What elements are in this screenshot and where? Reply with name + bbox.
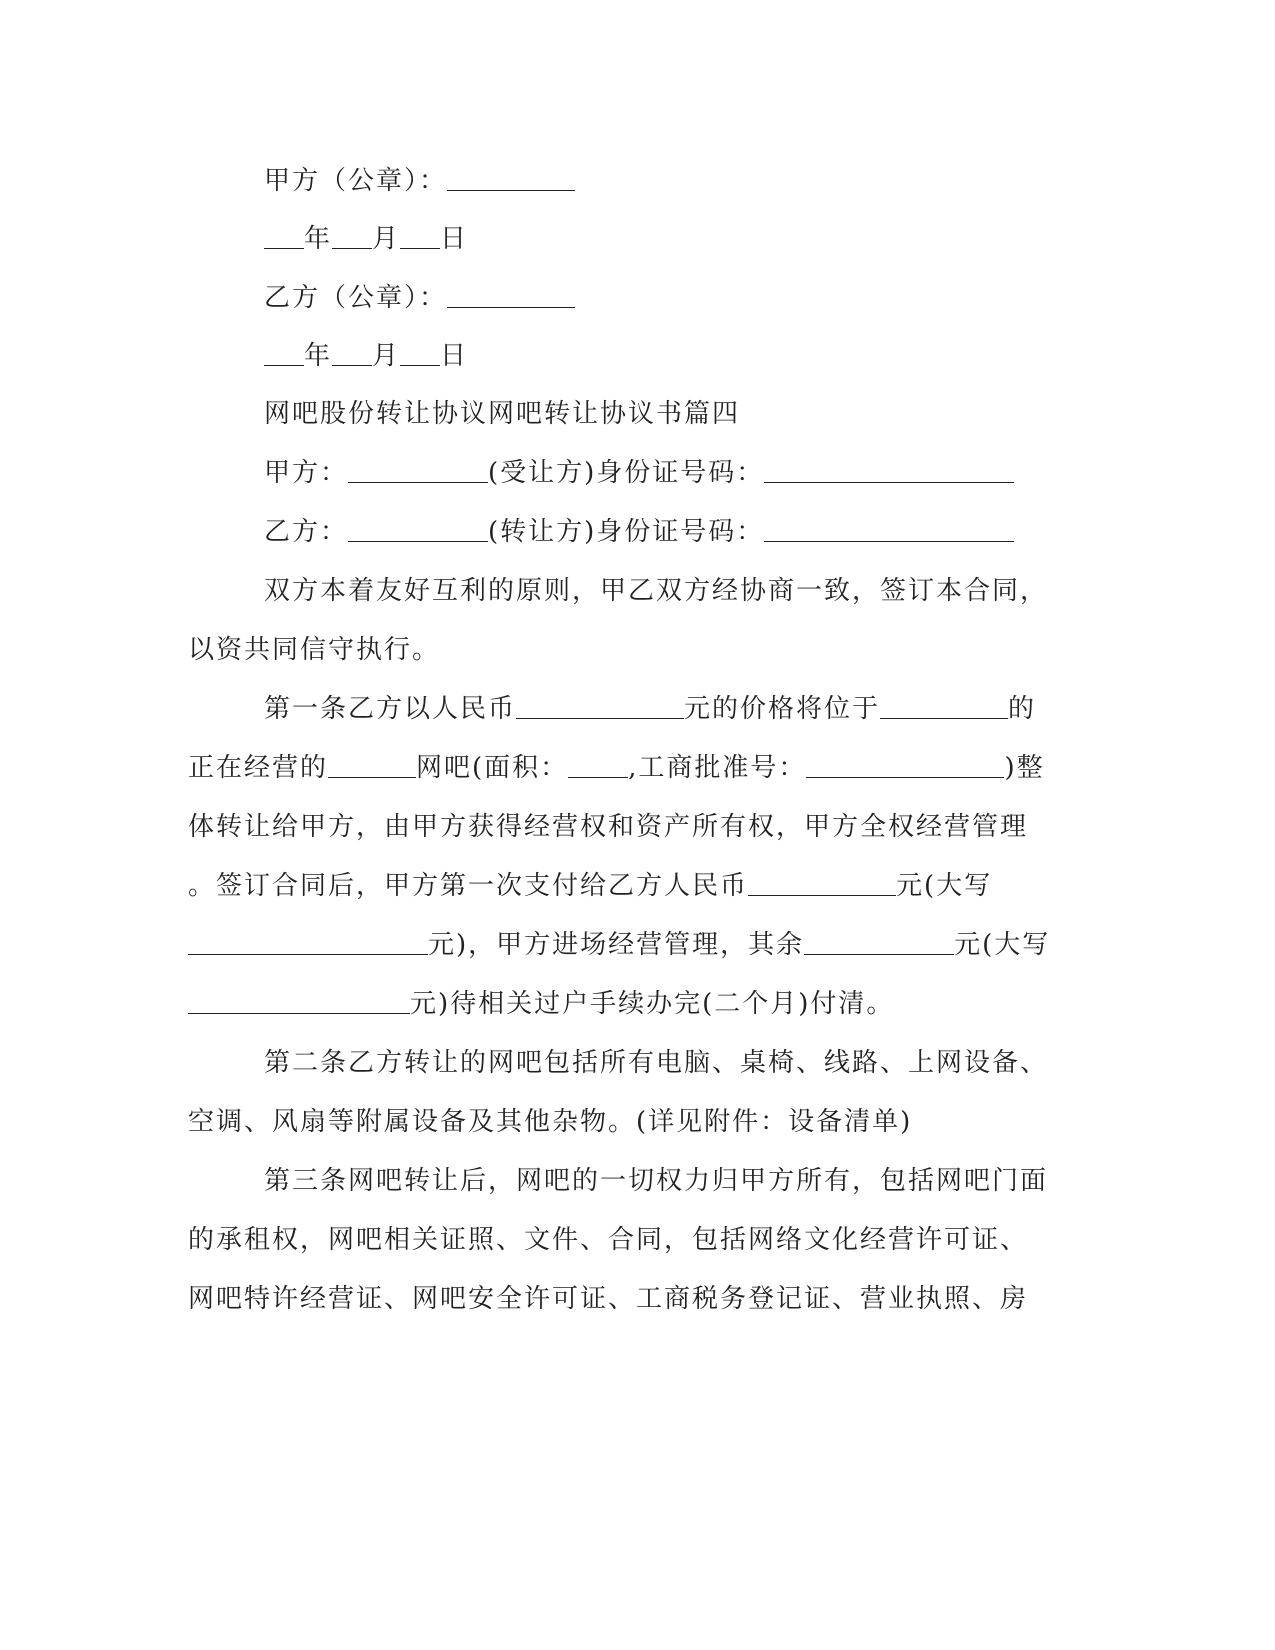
- party-a-id-line: [0, 444, 1275, 502]
- article2-line-2: 空调、风扇等附属设备及其他杂物。(详见附件：设备清单): [188, 1107, 913, 1137]
- party-b-id-line: [0, 503, 1275, 561]
- month-label: 月: [372, 224, 401, 254]
- party-b-date-line: [0, 327, 1275, 385]
- article2-line-1: 第二条乙方转让的网吧包括所有电脑、桌椅、线路、上网设备、: [264, 1048, 1049, 1078]
- party-a-seal-label: 甲方（公章）：: [264, 166, 448, 196]
- year-label: 年: [304, 341, 333, 371]
- day-blank: [400, 339, 440, 366]
- party-a-seal-line: [0, 152, 1275, 210]
- article3-line-2: 的承租权，网吧相关证照、文件、合同，包括网络文化经营许可证、: [188, 1225, 1029, 1255]
- party-a-name-blank: [348, 456, 488, 483]
- article1-text: 元(大写: [954, 930, 1051, 960]
- preamble-line-2: 以资共同信守执行。: [188, 635, 441, 665]
- article1-text: ,工商批准号：: [628, 753, 807, 783]
- party-b-label: 乙方：: [264, 517, 349, 547]
- party-b-name-blank: [348, 515, 488, 542]
- article1-text: 元(大写: [896, 871, 993, 901]
- party-a-role: (受让方)身份证号码：: [488, 458, 765, 488]
- month-blank: [332, 222, 372, 249]
- day-blank: [400, 222, 440, 249]
- party-a-seal-blank: [447, 164, 575, 191]
- article3-line-1: 第三条网吧转让后，网吧的一切权力归甲方所有，包括网吧门面: [264, 1166, 1049, 1196]
- article1-text: 元)待相关过户手续办完(二个月)付清。: [410, 989, 895, 1019]
- section-title: 网吧股份转让协议网吧转让协议书篇四: [264, 399, 741, 429]
- day-label: 日: [440, 224, 469, 254]
- license-blank: [806, 751, 1004, 778]
- article1-text: 。签订合同后，甲方第一次支付给乙方人民币: [188, 871, 749, 901]
- month-blank: [332, 339, 372, 366]
- location-blank: [880, 692, 1008, 719]
- article1-line-3: 体转让给甲方，由甲方获得经营权和资产所有权，甲方全权经营管理: [188, 812, 1029, 842]
- article1-line-6: [0, 975, 1275, 1033]
- party-a-id-blank: [764, 456, 1014, 483]
- article1-text: 正在经营的: [188, 753, 329, 783]
- article1-text: 第一条乙方以人民币: [264, 694, 517, 724]
- first-payment-words-blank: [188, 928, 428, 955]
- article1-text: 元)，甲方进场经营管理，其余: [428, 930, 805, 960]
- party-b-seal-blank: [447, 281, 575, 308]
- article1-line-4: [0, 857, 1275, 915]
- first-payment-blank: [748, 869, 896, 896]
- party-a-label: 甲方：: [264, 458, 349, 488]
- article1-line-5: [0, 916, 1275, 974]
- article1-line-1: [0, 680, 1275, 738]
- netbar-name-blank: [328, 751, 416, 778]
- remaining-payment-words-blank: [188, 987, 410, 1014]
- party-a-date-line: [0, 210, 1275, 268]
- article1-text: 的: [1008, 694, 1037, 724]
- article1-text: 网吧(面积：: [416, 753, 569, 783]
- article1-text: 元的价格将位于: [684, 694, 881, 724]
- party-b-id-blank: [764, 515, 1014, 542]
- party-b-role: (转让方)身份证号码：: [488, 517, 765, 547]
- day-label: 日: [440, 341, 469, 371]
- area-blank: [568, 751, 628, 778]
- remaining-payment-blank: [804, 928, 954, 955]
- article1-line-2: [0, 739, 1275, 797]
- year-blank: [264, 222, 304, 249]
- party-b-seal-label: 乙方（公章）：: [264, 283, 448, 313]
- preamble-line-1: 双方本着友好互利的原则，甲乙双方经协商一致，签订本合同，: [264, 576, 1049, 606]
- year-blank: [264, 339, 304, 366]
- party-b-seal-line: [0, 269, 1275, 327]
- month-label: 月: [372, 341, 401, 371]
- year-label: 年: [304, 224, 333, 254]
- article3-line-3: 网吧特许经营证、网吧安全许可证、工商税务登记证、营业执照、房: [188, 1284, 1029, 1314]
- article1-text: )整: [1004, 753, 1045, 783]
- price-blank: [516, 692, 684, 719]
